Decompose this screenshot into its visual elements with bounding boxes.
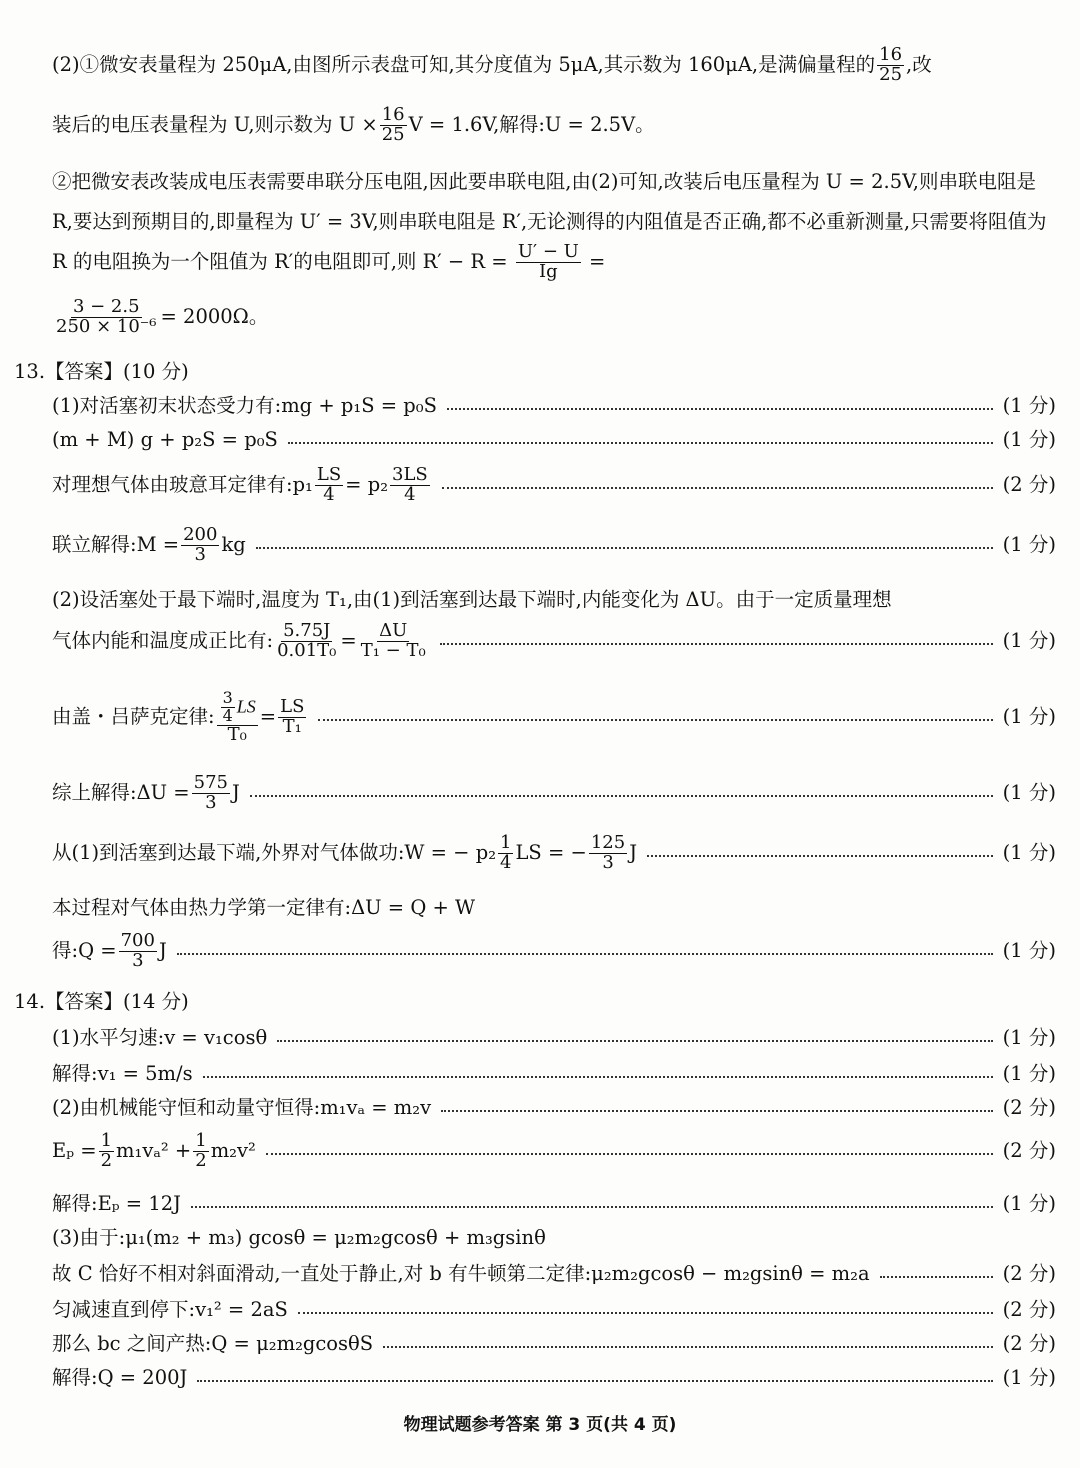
answer-step: (m + M) g + p₂S = p₀S (1 分) — [52, 428, 1056, 451]
answer-step: 由盖・吕萨克定律: $\frac{3}{4}$ LS T₀ = $\frac{LS}{\text{T₁}}$ (1 分) — [52, 688, 1056, 745]
text-line: (3)由于:μ₁(m₂ + m₃) gcosθ = μ₂m₂gcosθ + m₃gsinθ — [52, 1226, 546, 1249]
answer-step: 综上解得:ΔU = $\frac{575}{3}$ J (1 分) — [52, 772, 1056, 813]
answer-step: 从(1)到活塞到达最下端,外界对气体做功:W = − p₂ $\frac{1}{4}$ LS = − $\frac{125}{3}$ J (1 分) — [52, 832, 1056, 873]
answer-step: 对理想气体由玻意耳定律有:p₁ $\frac{LS}{4}$ = p₂ $\frac{3LS}{4}$ (2 分) — [52, 464, 1056, 505]
paragraph: ②把微安表改装成电压表需要串联分压电阻,因此要串联电阻,由(2)可知,改装后电压量程为 U = 2.5V,则串联电阻是 R,要达到预期目的,即量程为 U′ = 3V,则串联电阻是 R′,无论测得的内阻值是否正确,都不必重新测量,只需要将阻值为 R 的电阻换为一个阻值为 R′的电阻即可,则 R′ − R = $\frac{U' - U}{Ig}$ = — [52, 170, 1047, 282]
answer-step: 那么 bc 之间产热:Q = μ₂m₂gcosθS (2 分) — [52, 1332, 1056, 1355]
page-footer: 物理试题参考答案 第 3 页(共 4 页) — [403, 1415, 677, 1435]
answer-step: 解得:Q = 200J (1 分) — [52, 1366, 1056, 1389]
answer-step: 解得:v₁ = 5m/s (1 分) — [52, 1062, 1056, 1085]
answer-step: 解得:Eₚ = 12J (1 分) — [52, 1192, 1056, 1215]
answer-step: (1)对活塞初末状态受力有:mg + p₁S = p₀S (1 分) — [52, 394, 1056, 417]
answer-step: 气体内能和温度成正比有: $\frac{5.75J}{\text{0.01T₀}}$ = $\frac{\Delta U}{\text{T₁ − T₀}}$ (1 分) — [52, 620, 1056, 661]
text-line: 装后的电压表量程为 U,则示数为 U × $\frac{16}{25}$ V = 1.6V,解得:U = 2.5V。 — [52, 104, 655, 145]
answer-step: 匀减速直到停下:v₁² = 2aS (2 分) — [52, 1298, 1056, 1321]
answer-step: 联立解得:M = $\frac{200}{3}$ kg (1 分) — [52, 524, 1056, 565]
text-line: (2)设活塞处于最下端时,温度为 T₁,由(1)到活塞到达最下端时,内能变化为 ΔU。由于一定质量理想 — [52, 588, 892, 611]
question-14-heading: 14.【答案】(14 分) — [14, 990, 189, 1013]
text-line: $\frac{3 - 2.5}{\text{250 × 10⁻⁶}}$ = 2000Ω。 — [56, 296, 269, 337]
answer-step: Eₚ = $\frac{1}{2}$ m₁vₐ² + $\frac{1}{2}$ m₂v² (2 分) — [52, 1130, 1056, 1171]
answer-step: (2)由机械能守恒和动量守恒得:m₁vₐ = m₂v (2 分) — [52, 1096, 1056, 1119]
question-13-heading: 13.【答案】(10 分) — [14, 360, 189, 383]
text-line: 本过程对气体由热力学第一定律有:ΔU = Q + W — [52, 896, 476, 919]
text-line: (2)①微安表量程为 250μA,由图所示表盘可知,其分度值为 5μA,其示数为 160μA,是满偏量程的 $\frac{16}{25}$ ,改 — [52, 44, 932, 85]
answer-step: 得:Q = $\frac{700}{3}$ J (1 分) — [52, 930, 1056, 971]
answer-step: (1)水平匀速:v = v₁cosθ (1 分) — [52, 1026, 1056, 1049]
answer-step: 故 C 恰好不相对斜面滑动,一直处于静止,对 b 有牛顿第二定律:μ₂m₂gcosθ − m₂gsinθ = m₂a (2 分) — [52, 1262, 1056, 1285]
